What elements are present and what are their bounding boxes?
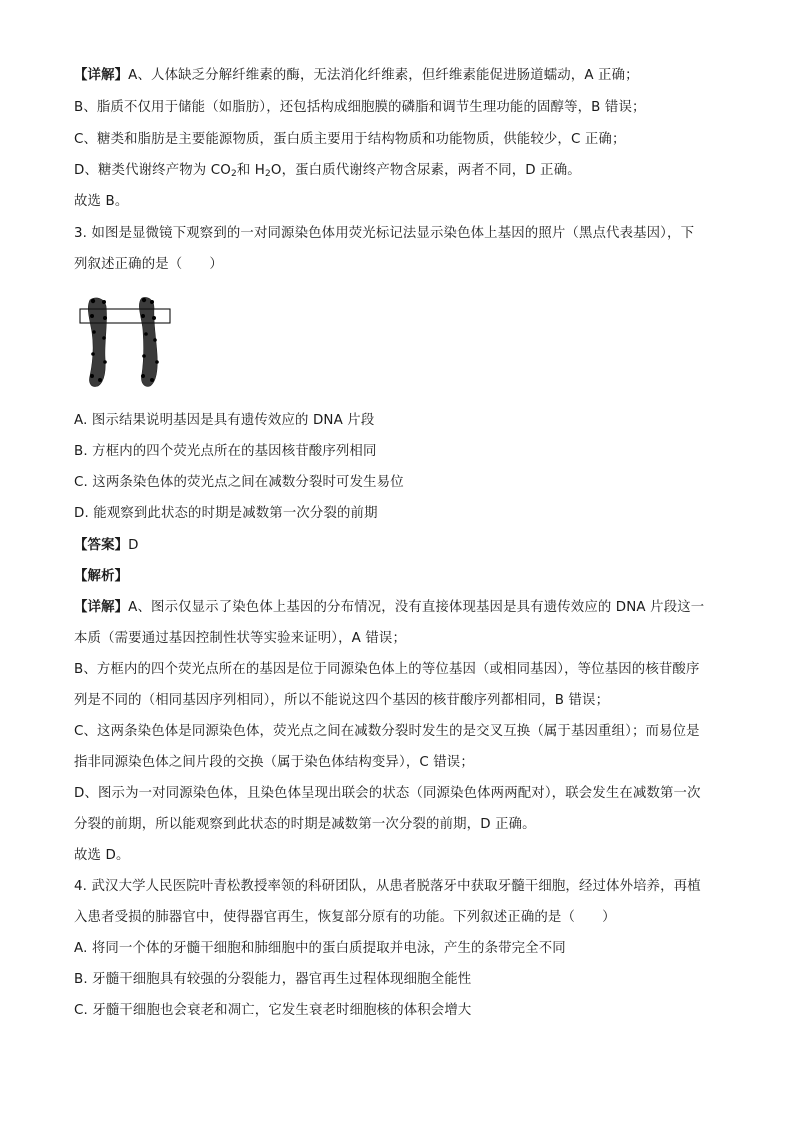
q3-explain-a2: 本质（需要通过基因控制性状等实验来证明），A 错误； <box>74 631 406 646</box>
answer-tag: 【答案】 <box>74 538 129 553</box>
gene-dot <box>141 314 145 318</box>
gene-dot <box>142 354 146 358</box>
gene-dot <box>102 300 106 304</box>
q3-explain-c2: 指非同源染色体之间片段的交换（属于染色体结构变异），C 错误； <box>74 755 474 770</box>
q3-answer <box>74 537 139 555</box>
q2-explain-b: B、脂质不仅用于储能（如脂肪），还包括构成细胞膜的磷脂和调节生理功能的固醇等，B 错误； <box>74 100 646 115</box>
gene-dot <box>153 338 157 342</box>
chromosome-left <box>88 298 106 387</box>
q3-option-b: B. 方框内的四个荧光点所在的基因核苷酸序列相同 <box>74 444 377 459</box>
q3-option-c: C. 这两条染色体的荧光点之间在减数分裂时可发生易位 <box>74 475 404 490</box>
q2-explain-c: C、糖类和脂肪是主要能源物质，蛋白质主要用于结构物质和功能物质，供能较少，C 正确； <box>74 132 626 147</box>
q3-explain-d2: 分裂的前期，所以能观察到此状态的时期是减数第一次分裂的前期，D 正确。 <box>74 817 536 832</box>
q3-option-a: A. 图示结果说明基因是具有遗传效应的 DNA 片段 <box>74 413 375 428</box>
q4-stem-line2: 入患者受损的肺器官中，使得器官再生，恢复部分原有的功能。下列叙述正确的是（ ） <box>74 910 616 925</box>
gene-dot <box>90 314 94 318</box>
gene-dot <box>155 360 159 364</box>
q4-option-c: C. 牙髓干细胞也会衰老和凋亡，它发生衰老时细胞核的体积会增大 <box>74 1003 472 1018</box>
q3-explain-b1: B、方框内的四个荧光点所在的基因是位于同源染色体上的等位基因（或相同基因），等位基因的核苷酸序 <box>74 662 700 677</box>
gene-dot <box>90 374 94 378</box>
q3-analysis-tag: 【解析】 <box>74 569 129 584</box>
gene-dot <box>91 352 95 356</box>
chromosome-figure <box>78 292 178 392</box>
chromosome-right <box>139 297 157 386</box>
explain-tag: 【详解】 <box>74 600 129 615</box>
gene-dot <box>103 360 107 364</box>
answer-value: D <box>128 538 139 553</box>
gene-dot <box>142 298 146 302</box>
gene-dot <box>150 300 154 304</box>
explain-tag: 【详解】 <box>74 68 129 83</box>
gene-dot <box>152 316 156 320</box>
q4-stem-line1: 4. 武汉大学人民医院叶青松教授率领的科研团队，从患者脱落牙中获取牙髓干细胞，经过体外培养，再植 <box>74 879 701 894</box>
q3-explain-b2: 列是不同的（相同基因序列相同），所以不能说这四个基因的核苷酸序列都相同，B 错误； <box>74 693 610 708</box>
q2-explain-d: D、糖类代谢终产物为 $CO_2$和 $H_2O$，蛋白质代谢终产物含尿素，两者不同，D 正确。 <box>74 163 581 179</box>
q2-explain-a: 【详解】A、人体缺乏分解纤维素的酶，无法消化纤维素，但纤维素能促进肠道蠕动，A 正确； <box>74 68 639 83</box>
q3-option-d: D. 能观察到此状态的时期是减数第一次分裂的前期 <box>74 506 378 521</box>
gene-dot <box>98 378 102 382</box>
gene-dot <box>102 336 106 340</box>
q2-final: 故选 B。 <box>74 194 129 209</box>
gene-dot <box>92 330 96 334</box>
q3-stem-line1: 3. 如图是显微镜下观察到的一对同源染色体用荧光标记法显示染色体上基因的照片（黑点代表基因），下 <box>74 226 695 241</box>
gene-dot <box>144 332 148 336</box>
q4-option-a: A. 将同一个体的牙髓干细胞和肺细胞中的蛋白质提取并电泳，产生的条带完全不同 <box>74 941 566 956</box>
q3-stem-line2: 列叙述正确的是（ ） <box>74 257 223 272</box>
q3-explain-c1: C、这两条染色体是同源染色体，荧光点之间在减数分裂时发生的是交叉互换（属于基因重组）；而易位是 <box>74 724 700 739</box>
q3-explain-a1: 【详解】A、图示仅显示了染色体上基因的分布情况，没有直接体现基因是具有遗传效应的 DNA 片段这一 <box>74 600 705 615</box>
gene-dot <box>150 378 154 382</box>
gene-dot <box>103 316 107 320</box>
gene-dot <box>141 374 145 378</box>
q3-final: 故选 D。 <box>74 848 130 863</box>
gene-dot <box>91 299 95 303</box>
q4-option-b: B. 牙髓干细胞具有较强的分裂能力，器官再生过程体现细胞全能性 <box>74 972 472 987</box>
q3-explain-d1: D、图示为一对同源染色体，且染色体呈现出联会的状态（同源染色体两两配对），联会发生在减数第一次 <box>74 786 701 801</box>
